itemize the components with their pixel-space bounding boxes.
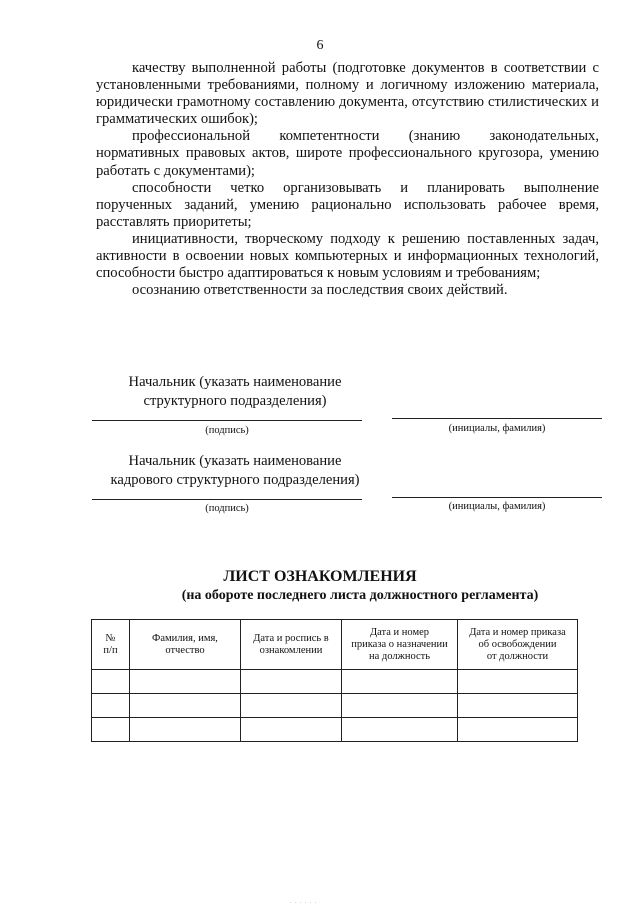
table-cell (130, 694, 241, 718)
table-row (92, 694, 578, 718)
table-cell (458, 718, 578, 742)
signature-caption: (подпись) (205, 503, 249, 514)
table-cell (92, 694, 130, 718)
table-cell (241, 694, 342, 718)
page-number: 6 (316, 38, 324, 53)
scan-artifact: . . . . . . (290, 899, 318, 905)
column-header-appointment-order: Дата и номер приказа о назначении на должность (342, 620, 458, 670)
table-cell (342, 670, 458, 694)
table-header-row (92, 620, 578, 670)
table-cell (130, 718, 241, 742)
acknowledgement-title: ЛИСТ ОЗНАКОМЛЕНИЯ (223, 568, 417, 585)
table-cell (458, 670, 578, 694)
name-caption: (инициалы, фамилия) (448, 423, 546, 434)
paragraph-initiative: инициативности, творческому подходу к решению поставленных задач, активности в освоении новых компьютерных и информационных технологий, способности быстро адаптироваться к новым условиям и требованиям; (96, 230, 599, 282)
table-cell (241, 718, 342, 742)
acknowledgement-subtitle: (на обороте последнего листа должностного регламента) (181, 588, 539, 603)
table-cell (458, 694, 578, 718)
table-cell (342, 718, 458, 742)
paragraph-responsibility: осознанию ответственности за последствия своих действий. (132, 282, 508, 299)
acknowledgement-table (91, 619, 578, 742)
column-header-number: № п/п (92, 620, 130, 670)
name-line (392, 418, 602, 419)
signature-title-line2: структурного подразделения) (143, 393, 327, 409)
table-cell (342, 694, 458, 718)
paragraph-competence: профессиональной компетентности (знанию законодательных, нормативных правовых актов, широте профессионального кругозора, умению работать с документами); (96, 128, 599, 179)
signature-title-line1: Начальник (указать наименование (128, 453, 342, 469)
column-header-dismissal-order: Дата и номер приказа об освобождении от должности (458, 620, 578, 670)
signature-line (92, 420, 362, 421)
paragraph-quality: качеству выполненной работы (подготовке документов в соответствии с установленными требованиями, полному и логичному изложению материала, юридически грамотному составлению документа, отсутствию стилистических и грамматических ошибок); (96, 60, 599, 128)
table-cell (241, 670, 342, 694)
document-body (96, 60, 599, 299)
table-row (92, 718, 578, 742)
signature-line (92, 499, 362, 500)
name-line (392, 497, 602, 498)
column-header-full-name: Фамилия, имя, отчество (130, 620, 241, 670)
table-row (92, 670, 578, 694)
table-cell (130, 670, 241, 694)
name-caption: (инициалы, фамилия) (448, 501, 546, 512)
column-header-ack-date: Дата и роспись в ознакомлении (241, 620, 342, 670)
signature-title-line2: кадрового структурного подразделения) (110, 472, 360, 488)
table-cell (92, 670, 130, 694)
signature-caption: (подпись) (205, 425, 249, 436)
table-cell (92, 718, 130, 742)
paragraph-organization: способности четко организовывать и планировать выполнение порученных заданий, умению рационально использовать рабочее время, расставлять приоритеты; (96, 179, 599, 230)
signature-title-line1: Начальник (указать наименование (128, 374, 342, 390)
